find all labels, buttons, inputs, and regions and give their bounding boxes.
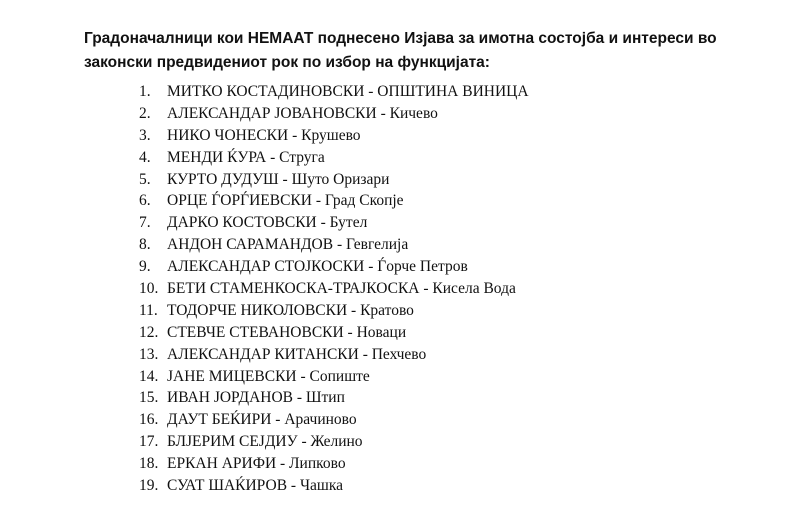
item-number: 17. (139, 433, 159, 451)
list-item (0, 322, 800, 344)
list-item (0, 453, 800, 475)
item-number: 10. (139, 280, 159, 298)
list-item (0, 234, 800, 256)
item-text: ДАУТ БЕЌИРИ - Арачиново (167, 411, 357, 429)
list-item (0, 409, 800, 431)
list-item (0, 190, 800, 212)
list-item (0, 278, 800, 300)
document-heading (84, 27, 764, 75)
item-text: БЛЈЕРИМ СЕЈДИУ - Желино (167, 433, 363, 451)
item-text: МЕНДИ ЌУРА - Струга (167, 148, 325, 166)
item-number: 14. (139, 367, 159, 385)
item-text: АЛЕКСАНДАР КИТАНСКИ - Пехчево (167, 345, 427, 363)
list-item (0, 431, 800, 453)
list-item (0, 344, 800, 366)
item-text: АНДОН САРАМАНДОВ - Гевгелија (167, 236, 409, 254)
item-text: НИКО ЧОНЕСКИ - Крушево (167, 126, 361, 144)
item-number: 12. (139, 323, 159, 341)
list-item (0, 300, 800, 322)
item-text: ЈАНЕ МИЦЕВСКИ - Сопиште (167, 367, 370, 385)
item-number: 4. (139, 148, 151, 166)
item-text: ТОДОРЧЕ НИКОЛОВСКИ - Кратово (167, 301, 414, 319)
list-item (0, 81, 800, 103)
item-text: ЕРКАН АРИФИ - Липково (167, 455, 346, 473)
item-number: 13. (139, 345, 159, 363)
heading-line-1: Градоначалници кои НЕМААТ поднесено Изјава за имотна состојба и интереси во (84, 30, 717, 47)
item-number: 15. (139, 389, 159, 407)
item-number: 18. (139, 455, 159, 473)
item-number: 2. (139, 104, 151, 122)
item-text: СУАТ ШАЌИРОВ - Чашка (167, 477, 344, 495)
item-number: 11. (139, 301, 158, 319)
item-number: 9. (139, 258, 151, 276)
item-text: МИТКО КОСТАДИНОВСКИ - ОПШТИНА ВИНИЦА (167, 83, 529, 100)
item-text: ИВАН ЈОРДАНОВ - Штип (167, 389, 345, 407)
list-item (0, 125, 800, 147)
list-item (0, 387, 800, 409)
item-text: ОРЦЕ ЃОРЃИЕВСКИ - Град Скопје (167, 192, 404, 210)
list-item (0, 475, 800, 497)
item-text: БЕТИ СТАМЕНКОСКА-ТРАЈКОСКА - Кисела Вода (167, 280, 516, 298)
item-number: 1. (139, 83, 151, 100)
item-number: 3. (139, 126, 151, 144)
mayors-list (0, 81, 800, 497)
list-item (0, 256, 800, 278)
item-number: 19. (139, 477, 159, 495)
item-number: 7. (139, 214, 151, 232)
item-number: 6. (139, 192, 151, 210)
heading-line-2: законски предвидениот рок по избор на функцијата: (84, 54, 490, 71)
list-item (0, 212, 800, 234)
item-number: 8. (139, 236, 151, 254)
item-text: СТЕВЧЕ СТЕВАНОВСКИ - Новаци (167, 323, 407, 341)
list-item (0, 103, 800, 125)
item-number: 16. (139, 411, 159, 429)
item-text: ДАРКО КОСТОВСКИ - Бутел (167, 214, 368, 232)
list-item (0, 169, 800, 191)
list-item (0, 366, 800, 388)
item-text: КУРТО ДУДУШ - Шуто Оризари (167, 170, 390, 188)
list-item (0, 147, 800, 169)
item-number: 5. (139, 170, 151, 188)
item-text: АЛЕКСАНДАР СТОЈКОСКИ - Ѓорче Петров (167, 258, 468, 276)
item-text: АЛЕКСАНДАР ЈОВАНОВСКИ - Кичево (167, 104, 438, 122)
